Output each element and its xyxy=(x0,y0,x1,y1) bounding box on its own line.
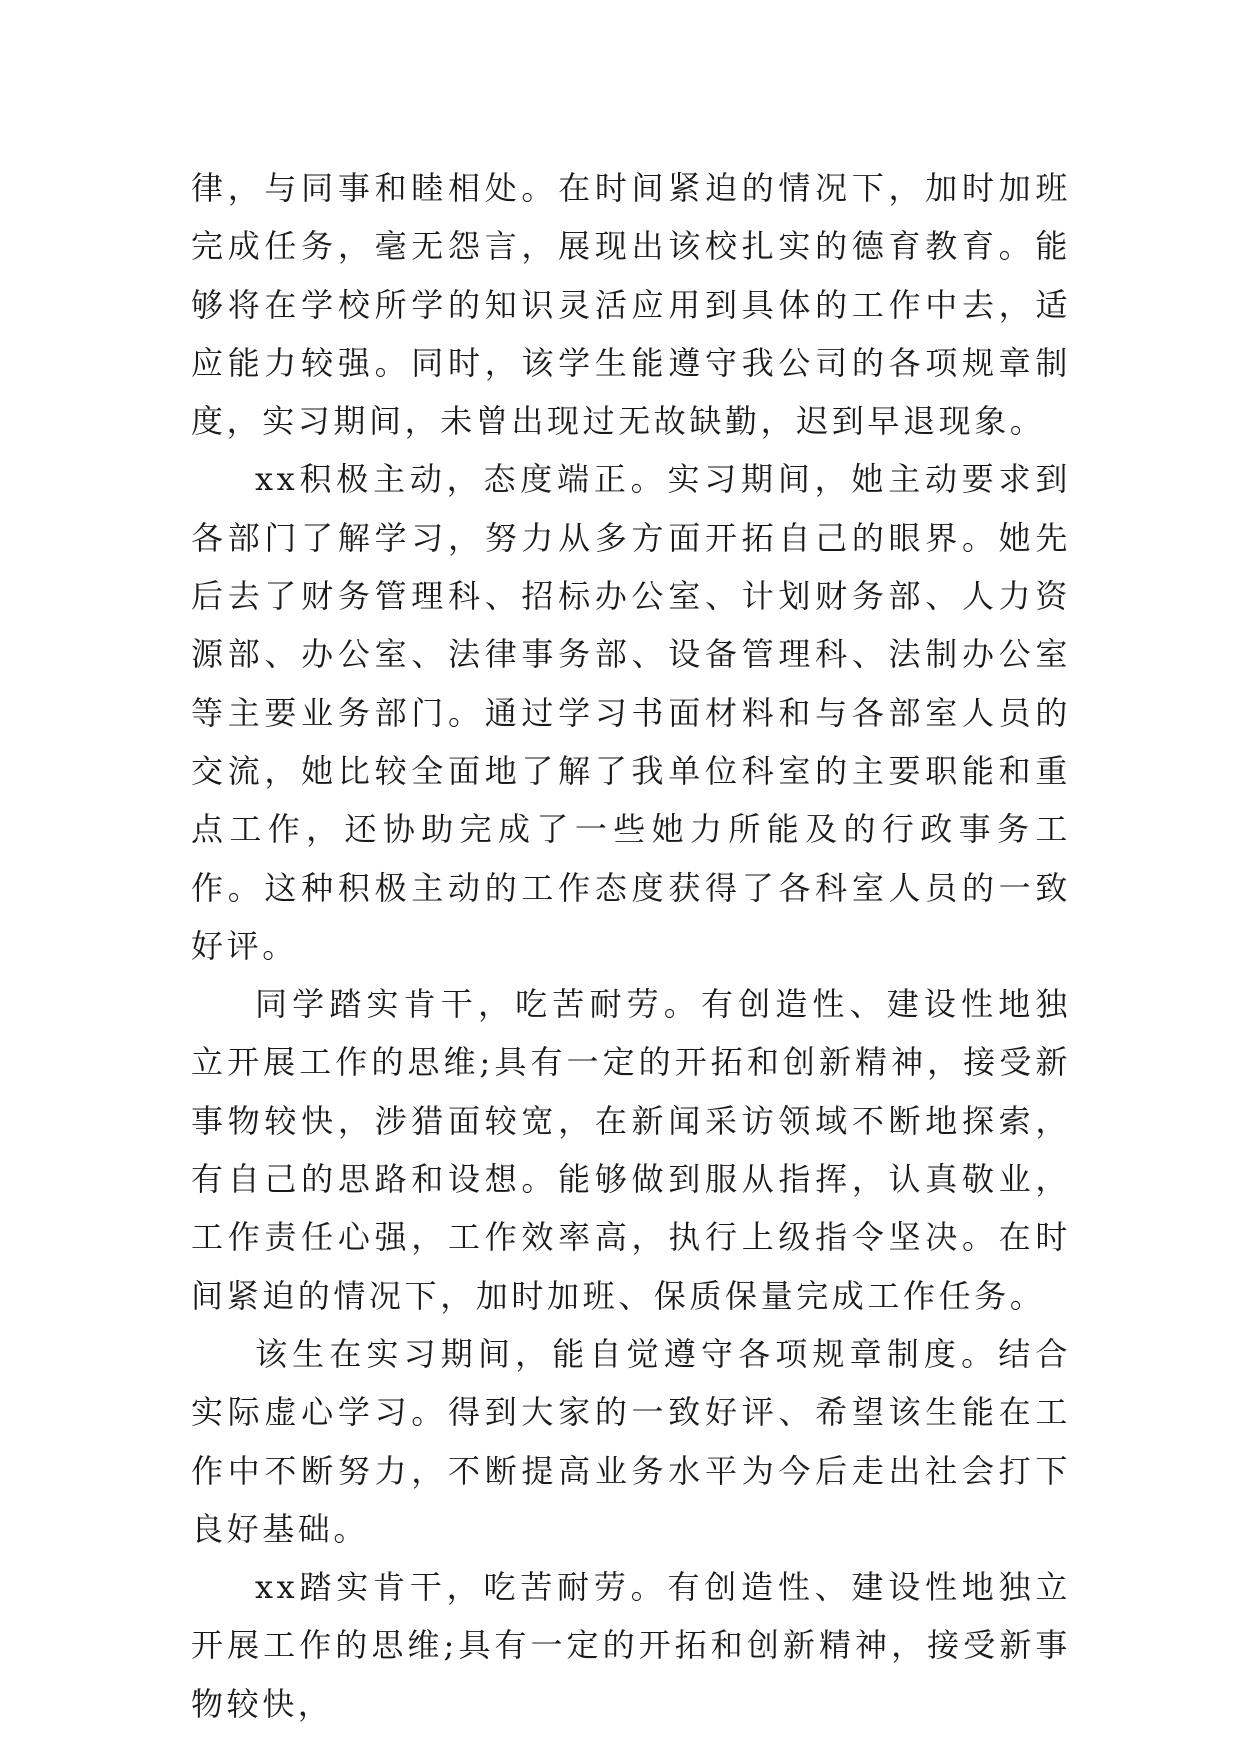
document-body xyxy=(191,159,1071,1733)
paragraph: xx积极主动，态度端正。实习期间，她主动要求到各部门了解学习，努力从多方面开拓自己的眼界。她先后去了财务管理科、招标办公室、计划财务部、人力资源部、办公室、法律事务部、设备管理科、法制办公室等主要业务部门。通过学习书面材料和与各部室人员的交流，她比较全面地了解了我单位科室的主要职能和重点工作，还协助完成了一些她力所能及的行政事务工作。这种积极主动的工作态度获得了各科室人员的一致好评。 xyxy=(191,460,1071,965)
paragraph: 同学踏实肯干，吃苦耐劳。有创造性、建设性地独立开展工作的思维;具有一定的开拓和创新精神，接受新事物较快，涉猎面较宽，在新闻采访领域不断地探索，有自己的思路和设想。能够做到服从指挥，认真敬业，工作责任心强，工作效率高，执行上级指令坚决。在时间紧迫的情况下，加时加班、保质保量完成工作任务。 xyxy=(191,985,1071,1315)
paragraph: 该生在实习期间，能自觉遵守各项规章制度。结合实际虚心学习。得到大家的一致好评、希望该生能在工作中不断努力，不断提高业务水平为今后走出社会打下良好基础。 xyxy=(191,1334,1071,1548)
paragraph: xx踏实肯干，吃苦耐劳。有创造性、建设性地独立开展工作的思维;具有一定的开拓和创新精神，接受新事物较快， xyxy=(191,1568,1071,1723)
paragraph: 律，与同事和睦相处。在时间紧迫的情况下，加时加班完成任务，毫无怨言，展现出该校扎实的德育教育。能够将在学校所学的知识灵活应用到具体的工作中去，适应能力较强。同时，该学生能遵守我公司的各项规章制度，实习期间，未曾出现过无故缺勤，迟到早退现象。 xyxy=(191,169,1071,441)
